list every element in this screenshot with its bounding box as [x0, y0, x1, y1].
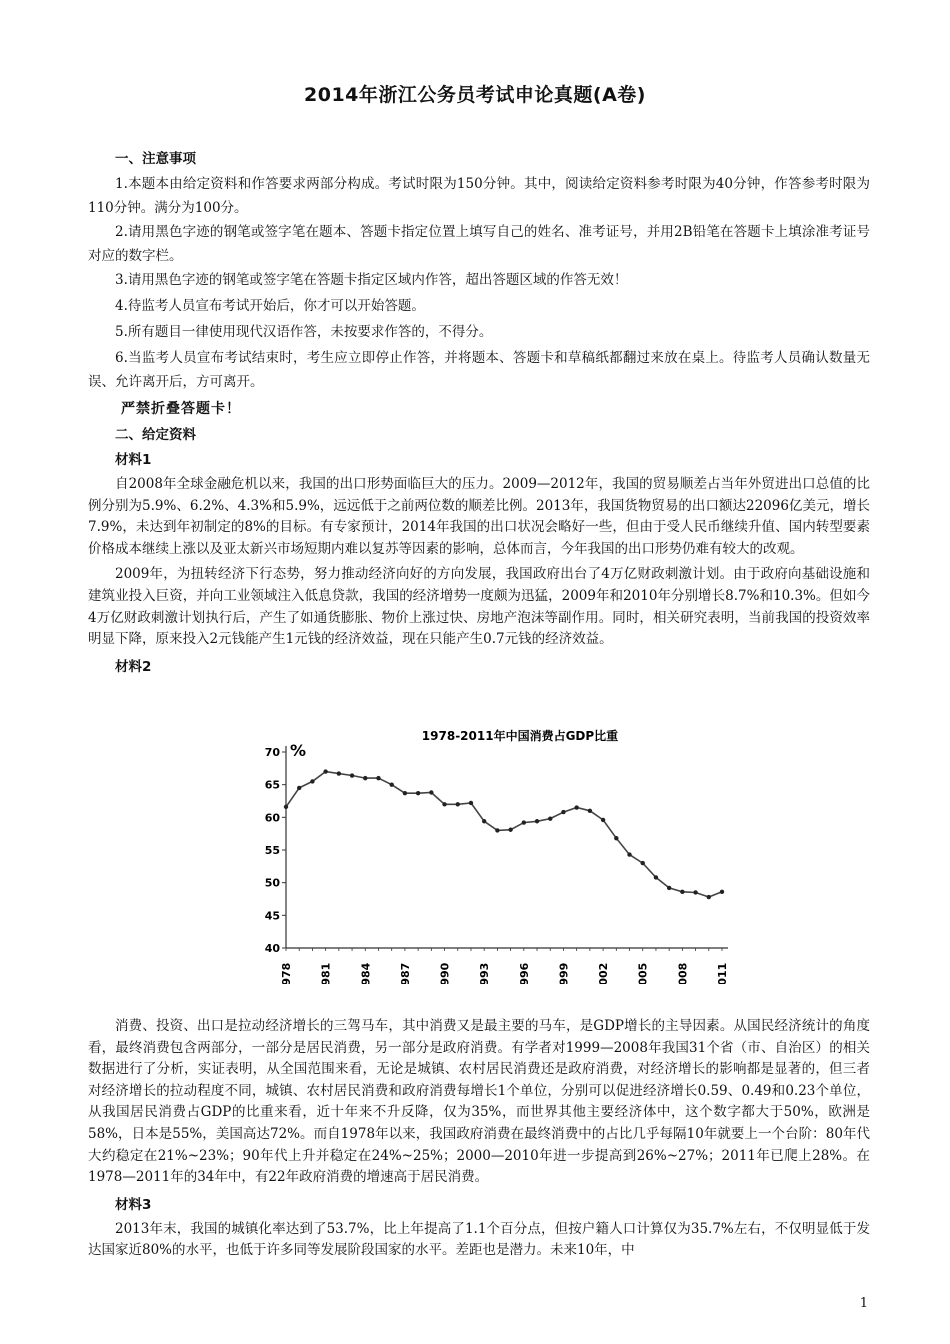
material1-label: 材料1 [115, 452, 152, 468]
data-point [614, 836, 618, 840]
y-tick-label: 45 [264, 909, 280, 923]
notice-item-5: 5.所有题目一律使用现代汉语作答，未按要求作答的，不得分。 [115, 324, 493, 340]
data-point [482, 819, 486, 823]
consumption-gdp-chart [250, 722, 740, 984]
data-point [469, 801, 473, 805]
data-point [495, 828, 499, 832]
x-tick-label: 2005 [636, 962, 650, 984]
material3-label: 材料3 [115, 1196, 152, 1213]
data-point [284, 805, 288, 809]
y-tick-label: 55 [264, 844, 280, 857]
y-tick-label: 70 [264, 746, 280, 759]
material2-paragraph-1: 消费、投资、出口是拉动经济增长的三驾马车，其中消费又是最主要的马车，是GDP增长的主导因素。从国民经济统计的角度看，最终消费包含两部分，一部分是居民消费，另一部分是政府消费。有学者对1999—2008年我国31个省（市、自治区）的相关数据进行了分析，实证表明，从全国范围来看，无论是城镇、农村居民消费还是政府消费，对经济增长的影响都是显著的，但三者对经济增长的拉动程度不同，城镇、农村居民消费和政府消费每增长1个单位，分别可以促进经济增长0.59、0.49和0.23个单位，从我国居民消费占GDP的比重来看，近十年来不升反降，仅为35%，而世界其他主要经济体中，这个数字都大于50%，欧洲是58%，日本是55%，美国高达72%。而自1978年以来，我国政府消费在最终消费中的占比几乎每隔10年就要上一个台阶：80年代大约稳定在21%~23%；90年代上升并稳定在24%~25%；2000—2010年进一步提高到26%~27%；2011年已爬上28%。在1978—2011年的34年中，有22年政府消费的增速高于居民消费。 [88, 1018, 870, 1186]
data-point [561, 810, 565, 814]
data-point [389, 782, 393, 786]
data-point [627, 852, 631, 856]
chart-title: 1978-2011年中国消费占GDP比重 [421, 729, 619, 743]
data-point [535, 819, 539, 823]
y-tick-label: 50 [264, 876, 280, 890]
x-tick-label: 1984 [359, 962, 373, 984]
x-tick-label: 1993 [478, 962, 492, 984]
data-point [456, 802, 460, 806]
x-tick-label: 1990 [438, 962, 452, 984]
data-point [707, 895, 711, 899]
notice-item-3: 3.请用黑色字迹的钢笔或签字笔在答题卡指定区域内作答，超出答题区域的作答无效！ [115, 272, 628, 288]
chart-svg [250, 722, 740, 984]
section1-heading: 一、注意事项 [115, 151, 196, 167]
data-point [350, 773, 354, 777]
material1-paragraph-1: 自2008年全球金融危机以来，我国的出口形势面临巨大的压力。2009—2012年，我国的贸易顺差占当年外贸进出口总值的比例分别为5.9%、6.2%、4.3%和5.9%，远远低于之前两位数的顺差比例。2013年，我国货物贸易的出口额达22096亿美元，增长7.9%，未达到年初制定的8%的目标。有专家预计，2014年我国的出口状况会略好一些，但由于受人民币继续升值、国内转型要素价格成本继续上涨以及亚太新兴市场短期内难以复苏等因素的影响，总体而言，今年我国的出口形势仍难有较大的改观。 [88, 476, 870, 557]
data-point [720, 890, 724, 894]
section2-heading: 二、给定资料 [115, 427, 196, 443]
data-point [376, 776, 380, 780]
data-point [641, 861, 645, 865]
data-point [508, 828, 512, 832]
material1-paragraph-2: 2009年，为扭转经济下行态势，努力推动经济向好的方向发展，我国政府出台了4万亿财政刺激计划。由于政府向基础设施和建筑业投入巨资，并向工业领域注入低息贷款，我国的经济增势一度颇为迅猛，2009年和2010年分别增长8.7%和10.3%。但如今4万亿财政刺激计划执行后，产生了如通货膨胀、物价上涨过快、房地产泡沫等副作用。同时，相关研究表明，当前我国的投资效率明显下降，原来投入2元钱能产生1元钱的经济效益，现在只能产生0.7元钱的经济效益。 [88, 566, 870, 648]
data-point [429, 790, 433, 794]
chart-y-unit: % [290, 741, 307, 760]
x-tick-label: 1981 [319, 962, 333, 984]
data-point [667, 886, 671, 890]
data-point [416, 791, 420, 795]
data-point [297, 786, 301, 790]
data-point [323, 769, 327, 773]
instructions-section [88, 146, 870, 681]
material2-text [88, 1016, 870, 1266]
data-point [548, 816, 552, 820]
data-point [574, 805, 578, 809]
material2-label: 材料2 [115, 658, 152, 675]
notice-item-2: 2.请用黑色字迹的钢笔或签字笔在题本、答题卡指定位置上填写自己的姓名、准考证号，并用2B铅笔在答题卡上填涂准考证号对应的数字栏。 [88, 224, 870, 264]
page-number: 1 [859, 1296, 868, 1311]
x-tick-label: 1978 [280, 962, 293, 984]
data-point [680, 890, 684, 894]
y-tick-label: 65 [264, 778, 280, 792]
data-point [337, 771, 341, 775]
x-tick-label: 1999 [557, 962, 571, 984]
x-tick-label: 1987 [398, 962, 412, 984]
data-point [588, 809, 592, 813]
data-point [693, 890, 697, 894]
data-point [310, 779, 314, 783]
data-point [654, 875, 658, 879]
notice-item-4: 4.待监考人员宣布考试开始后，你才可以开始答题。 [115, 298, 425, 314]
warning-text: 严禁折叠答题卡！ [121, 401, 241, 417]
data-point [522, 820, 526, 824]
material3-paragraph-1: 2013年末，我国的城镇化率达到了53.7%，比上年提高了1.1个百分点，但按户籍人口计算仅为35.7%左右，不仅明显低于发达国家近80%的水平，也低于许多同等发展阶段国家的水平。差距也是潜力。未来10年，中 [88, 1220, 870, 1259]
y-tick-label: 60 [264, 811, 280, 825]
data-point [601, 818, 605, 822]
notice-item-1: 1.本题本由给定资料和作答要求两部分构成。考试时限为150分钟。其中，阅读给定资料参考时限为40分钟，作答参考时限为110分钟。满分为100分。 [88, 176, 870, 216]
x-tick-label: 1996 [517, 962, 531, 984]
x-tick-label: 2008 [676, 962, 690, 984]
data-point [403, 791, 407, 795]
data-point [363, 776, 367, 780]
y-tick-label: 40 [264, 942, 280, 955]
x-tick-label: 2011 [716, 962, 729, 984]
notice-item-6: 6.当监考人员宣布考试结束时，考生应立即停止作答，并将题本、答题卡和草稿纸都翻过来放在桌上。待监考人员确认数量无误、允许离开后，方可离开。 [88, 350, 870, 390]
data-point [442, 802, 446, 806]
x-tick-label: 2002 [597, 962, 611, 984]
page-title: 2014年浙江公务员考试申论真题(A卷) [304, 84, 646, 106]
